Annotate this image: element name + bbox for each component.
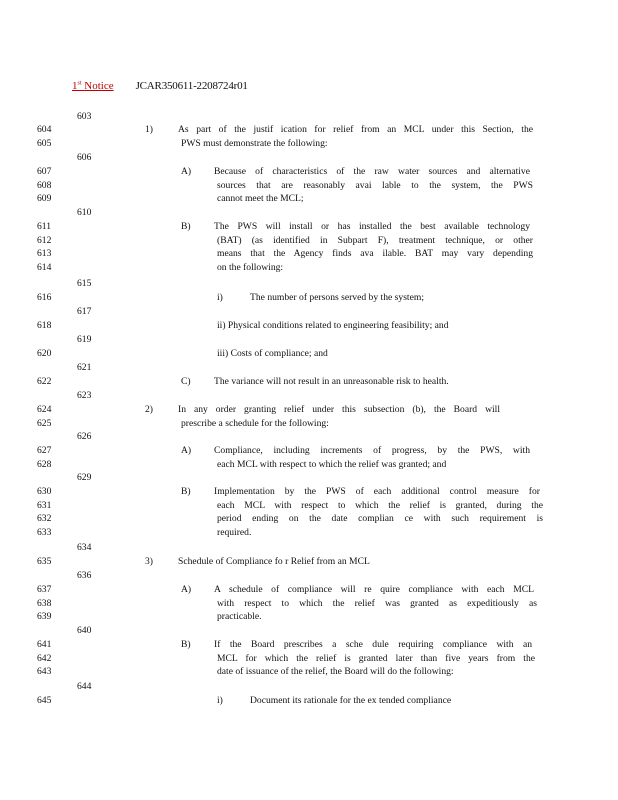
line-number: 605: [37, 137, 52, 149]
line-number: 633: [37, 526, 52, 538]
line-number: 608: [37, 179, 52, 191]
text-line: Because of characteristics of the raw water sources and alternative: [214, 166, 530, 177]
line-number: 620: [37, 348, 52, 359]
line-number: 612: [37, 234, 52, 246]
text-line: Compliance, including increments of progress, by the PWS, with: [214, 445, 530, 456]
line-number: 632: [37, 513, 52, 525]
line-number: 611: [37, 221, 52, 232]
line-number: 627: [37, 445, 52, 456]
line-number: 630: [37, 486, 52, 497]
line-number: 616: [37, 292, 52, 303]
gap-line-number: 629: [77, 472, 92, 483]
line-number: 641: [37, 639, 52, 650]
line-number: 638: [37, 597, 52, 609]
line-number: 643: [37, 666, 52, 678]
page-header: [72, 77, 248, 93]
text-line: date of issuance of the relief, the Board will do the following:: [217, 666, 454, 678]
item-label: 1): [145, 124, 153, 135]
gap-line-number: 636: [77, 570, 92, 581]
item-label: C): [181, 376, 191, 387]
text-line: Schedule of Compliance fo r Relief from an MCL: [178, 556, 370, 567]
text-line: A schedule of compliance will re quire compliance with each MCL: [214, 584, 534, 595]
gap-line-number: 644: [77, 681, 92, 692]
text-line: The variance will not result in an unreasonable risk to health.: [214, 376, 449, 387]
text-line: The number of persons served by the system;: [250, 292, 424, 303]
notice-label: 1st Notice: [72, 79, 114, 92]
text-line: PWS must demonstrate the following:: [181, 137, 328, 149]
text-line: Document its rationale for the ex tended compliance: [250, 695, 452, 706]
gap-line-number: 623: [77, 390, 92, 401]
text-line: period ending on the date complian ce with such requirement is: [217, 513, 543, 525]
document-id: JCAR350611-2208724r01: [135, 79, 248, 92]
text-line: on the following:: [217, 261, 284, 273]
gap-line-number: 640: [77, 625, 92, 636]
line-number: 604: [37, 124, 52, 135]
gap-line-number: 603: [77, 111, 92, 122]
text-line: The PWS will install or has installed the best available technology: [214, 221, 530, 232]
line-number: 628: [37, 458, 52, 470]
item-label: 2): [145, 404, 153, 415]
text-line: iii) Costs of compliance; and: [217, 348, 328, 359]
line-number: 614: [37, 261, 52, 273]
line-number: 642: [37, 652, 52, 664]
line-number: 631: [37, 499, 52, 511]
gap-line-number: 606: [77, 152, 92, 163]
gap-line-number: 621: [77, 362, 92, 373]
text-line: prescribe a schedule for the following:: [181, 417, 329, 429]
item-label: B): [181, 221, 191, 232]
line-number: 639: [37, 611, 52, 623]
line-number: 607: [37, 166, 52, 177]
gap-line-number: 615: [77, 278, 92, 289]
line-number: 637: [37, 584, 52, 595]
line-number: 635: [37, 556, 52, 567]
text-line: with respect to which the relief was granted as expeditiously as: [217, 597, 537, 609]
line-number: 624: [37, 404, 52, 415]
text-line: each MCL with respect to which the relief is granted, during the: [217, 499, 543, 511]
line-number: 609: [37, 193, 52, 205]
text-line: means that the Agency finds ava ilable. BAT may vary depending: [217, 248, 533, 260]
item-label: A): [181, 584, 192, 595]
line-number: 618: [37, 320, 52, 331]
text-line: Implementation by the PWS of each additional control measure for: [214, 486, 540, 497]
text-line: sources that are reasonably avai lable to the system, the PWS: [217, 179, 533, 191]
text-line: If the Board prescribes a sche dule requiring compliance with an: [214, 639, 532, 650]
item-label: 3): [145, 556, 153, 567]
text-line: cannot meet the MCL;: [217, 193, 304, 205]
text-line: each MCL with respect to which the relief was granted; and: [217, 458, 447, 470]
text-line: As part of the justif ication for relief from an MCL under this Section, the: [178, 124, 533, 135]
item-label: i): [217, 695, 223, 706]
gap-line-number: 619: [77, 334, 92, 345]
line-number: 613: [37, 248, 52, 260]
text-line: practicable.: [217, 611, 262, 623]
text-line: MCL for which the relief is granted later than five years from the: [217, 652, 535, 664]
text-line: required.: [217, 526, 252, 538]
gap-line-number: 626: [77, 431, 92, 442]
gap-line-number: 610: [77, 207, 92, 218]
text-line: In any order granting relief under this subsection (b), the Board will: [178, 404, 500, 415]
gap-line-number: 617: [77, 306, 92, 317]
item-label: A): [181, 166, 192, 177]
line-number: 622: [37, 376, 52, 387]
line-number: 645: [37, 695, 52, 706]
item-label: i): [217, 292, 223, 303]
text-line: ii) Physical conditions related to engineering feasibility; and: [217, 320, 449, 331]
item-label: B): [181, 639, 191, 650]
text-line: (BAT) (as identified in Subpart F), treatment technique, or other: [217, 234, 533, 246]
gap-line-number: 634: [77, 542, 92, 553]
item-label: B): [181, 486, 191, 497]
item-label: A): [181, 445, 192, 456]
line-number: 625: [37, 417, 52, 429]
